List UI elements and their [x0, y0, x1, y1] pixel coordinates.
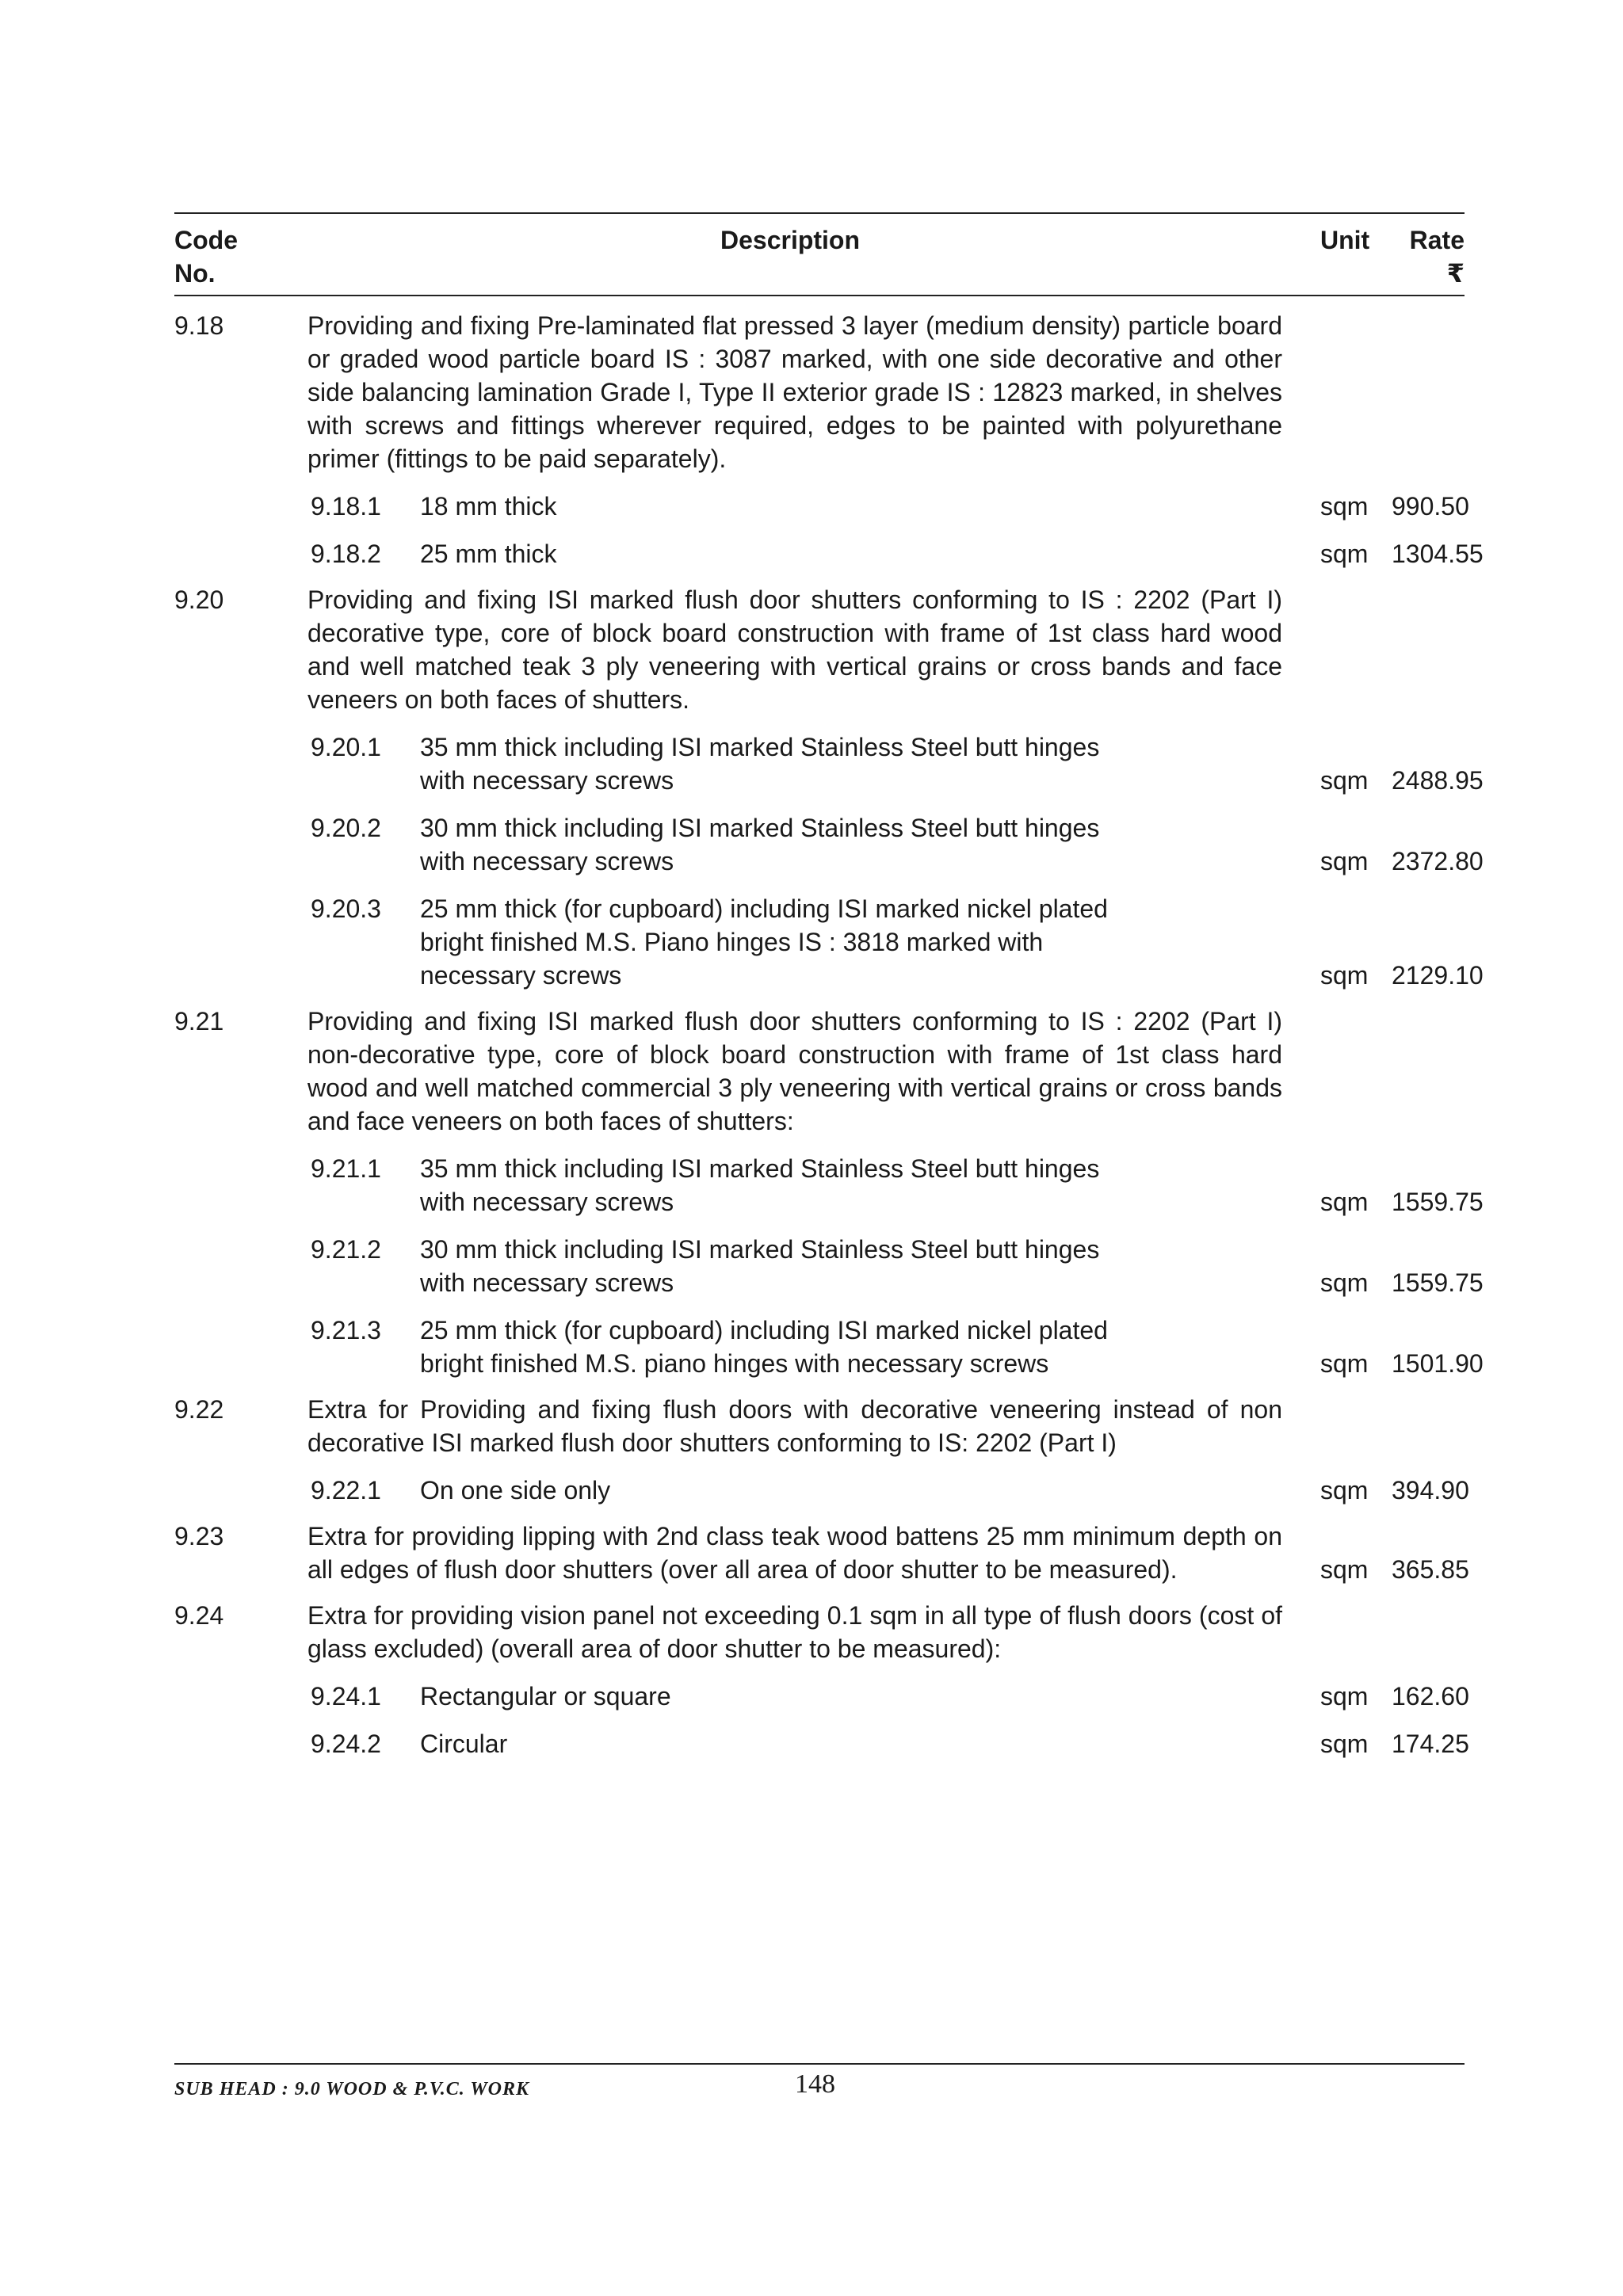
subitem-code: 9.20.2: [311, 814, 381, 842]
subitem-row: [174, 490, 1469, 523]
subitem-unit: sqm: [1320, 847, 1369, 875]
subitem-description: [420, 537, 1320, 570]
subitem-row: [174, 1152, 1484, 1219]
item-row: [174, 1005, 1465, 1138]
subitem-row: [174, 1474, 1469, 1507]
item-code: 9.20: [174, 585, 224, 614]
subitem-description-text: Rectangular or square: [420, 1682, 671, 1711]
subitem-code: 9.20.1: [311, 733, 381, 761]
subitem-rate: 1559.75: [1392, 1268, 1484, 1297]
item-description: [307, 1520, 1320, 1586]
subitem-indent: [174, 1233, 307, 1299]
subitem-code: 9.20.3: [311, 894, 381, 923]
rate-table: [174, 212, 1484, 1760]
subitem-row: [174, 1233, 1484, 1299]
subitem-rate: 1501.90: [1392, 1349, 1484, 1378]
header-rate: Rate ₹: [1409, 226, 1465, 288]
subitem-row: [174, 892, 1484, 992]
subitem-code: 9.18.2: [311, 540, 381, 568]
item-row: [174, 1393, 1465, 1459]
subitem-description-text: On one side only: [420, 1476, 611, 1505]
item-unit: sqm: [1320, 1555, 1369, 1584]
subitem-code: 9.21.1: [311, 1154, 381, 1183]
subitem-row: [174, 1680, 1469, 1713]
item-code: 9.24: [174, 1601, 224, 1630]
item-description-text: Providing and fixing ISI marked flush door shutters conforming to IS : 2202 (Part I) decorative type, core of block board construction with frame of 1st class hard wood and well matched teak 3 ply veneering with vertical grains or cross bands and face veneers on both faces of shutters.: [307, 585, 1282, 714]
item-row: [174, 583, 1465, 716]
subitem-description-text: 18 mm thick: [420, 492, 557, 521]
subitem-code: 9.21.3: [311, 1316, 381, 1344]
subitem-description: [420, 1314, 1320, 1380]
subitem-indent: [174, 892, 307, 992]
subitem-unit: sqm: [1320, 766, 1369, 795]
subitem-unit: sqm: [1320, 1349, 1369, 1378]
subitem-description: [420, 1727, 1320, 1760]
subitem-description: [420, 1152, 1320, 1219]
subitem-indent: [174, 811, 307, 878]
subitem-indent: [174, 1152, 307, 1219]
item-row: [174, 309, 1465, 475]
subitem-indent: [174, 490, 307, 523]
header-code: Code No.: [174, 226, 238, 288]
subitem-description-text: 35 mm thick including ISI marked Stainless Steel butt hinges with necessary screws: [420, 1154, 1100, 1216]
subitem-unit: sqm: [1320, 492, 1369, 521]
subitem-code: 9.24.2: [311, 1730, 381, 1758]
subitem-indent: [174, 730, 307, 797]
footer-subhead: SUB HEAD : 9.0 WOOD & P.V.C. WORK: [174, 2079, 530, 2100]
subitem-row: [174, 730, 1484, 797]
subitem-description: [420, 730, 1320, 797]
subitem-row: [174, 1314, 1484, 1380]
item-description: [307, 309, 1320, 475]
subitem-rate: 990.50: [1392, 492, 1469, 521]
item-description: [307, 1393, 1320, 1459]
subitem-unit: sqm: [1320, 1188, 1369, 1216]
item-row: [174, 1599, 1465, 1665]
item-rate: 365.85: [1392, 1555, 1469, 1584]
item-code: 9.21: [174, 1007, 224, 1035]
subitem-description-text: 25 mm thick: [420, 540, 557, 568]
subitem-unit: sqm: [1320, 1476, 1369, 1505]
subitem-code: 9.21.2: [311, 1235, 381, 1264]
subitem-description: [420, 1474, 1320, 1507]
item-description-text: Extra for Providing and fixing flush doors with decorative veneering instead of non decorative ISI marked flush door shutters conforming to IS: 2202 (Part I): [307, 1395, 1282, 1457]
subitem-unit: sqm: [1320, 1730, 1369, 1758]
subitem-code: 9.22.1: [311, 1476, 381, 1505]
subitem-rate: 1304.55: [1392, 540, 1484, 568]
subitem-rate: 2129.10: [1392, 961, 1484, 990]
item-description-text: Providing and fixing ISI marked flush door shutters conforming to IS : 2202 (Part I) non-decorative type, core of block board construction with frame of 1st class hard wood and well matched commercial 3 ply veneering with vertical grains or cross bands and face veneers on both faces of shutters:: [307, 1007, 1282, 1135]
subitem-unit: sqm: [1320, 540, 1369, 568]
subitem-description-text: 25 mm thick (for cupboard) including ISI marked nickel plated bright finished M.S. piano hinges with necessary screws: [420, 1316, 1108, 1378]
subitem-description-text: 35 mm thick including ISI marked Stainless Steel butt hinges with necessary screws: [420, 733, 1100, 795]
item-code: 9.22: [174, 1395, 224, 1424]
subitem-unit: sqm: [1320, 961, 1369, 990]
subitem-row: [174, 537, 1484, 570]
subitem-description: [420, 811, 1320, 878]
subitem-rate: 174.25: [1392, 1730, 1469, 1758]
subitem-row: [174, 1727, 1469, 1760]
item-description-text: Extra for providing vision panel not exceeding 0.1 sqm in all type of flush doors (cost of glass excluded) (overall area of door shutter to be measured):: [307, 1601, 1282, 1663]
item-code: 9.23: [174, 1522, 224, 1550]
subitem-code: 9.18.1: [311, 492, 381, 521]
item-description: [307, 1599, 1320, 1665]
subitem-code: 9.24.1: [311, 1682, 381, 1711]
subitem-indent: [174, 1474, 307, 1507]
subitem-unit: sqm: [1320, 1682, 1369, 1711]
subitem-description: [420, 490, 1320, 523]
subitem-indent: [174, 1314, 307, 1380]
header-unit: Unit: [1320, 226, 1370, 254]
subitem-unit: sqm: [1320, 1268, 1369, 1297]
table-body: [174, 296, 1484, 1760]
subitem-description: [420, 1233, 1320, 1299]
subitem-rate: 394.90: [1392, 1476, 1469, 1505]
item-code: 9.18: [174, 311, 224, 340]
item-description: [307, 1005, 1320, 1138]
footer-rule: [174, 2063, 1465, 2065]
item-description: [307, 583, 1320, 716]
subitem-rate: 1559.75: [1392, 1188, 1484, 1216]
subitem-indent: [174, 1727, 307, 1760]
subitem-description: [420, 1680, 1320, 1713]
subitem-rate: 162.60: [1392, 1682, 1469, 1711]
subitem-row: [174, 811, 1484, 878]
subitem-description-text: Circular: [420, 1730, 508, 1758]
subitem-description: [420, 892, 1320, 992]
subitem-rate: 2488.95: [1392, 766, 1484, 795]
item-description-text: Extra for providing lipping with 2nd class teak wood battens 25 mm minimum depth on all edges of flush door shutters (over all area of door shutter to be measured).: [307, 1522, 1282, 1584]
subitem-indent: [174, 1680, 307, 1713]
subitem-description-text: 30 mm thick including ISI marked Stainless Steel butt hinges with necessary screws: [420, 814, 1100, 875]
subitem-rate: 2372.80: [1392, 847, 1484, 875]
page-number: 148: [795, 2069, 835, 2099]
item-description-text: Providing and fixing Pre-laminated flat pressed 3 layer (medium density) particle board or graded wood particle board IS : 3087 marked, with one side decorative and other side balancing lamination Grade I, Type II exterior grade IS : 12823 marked, in shelves with screws and fittings wherever required, edges to be painted with polyurethane primer (fittings to be paid separately).: [307, 311, 1282, 473]
table-header: [174, 214, 1465, 295]
header-description: Description: [720, 226, 861, 254]
item-row: [174, 1520, 1469, 1586]
subitem-description-text: 30 mm thick including ISI marked Stainless Steel butt hinges with necessary screws: [420, 1235, 1100, 1297]
subitem-indent: [174, 537, 307, 570]
subitem-description-text: 25 mm thick (for cupboard) including ISI marked nickel plated bright finished M.S. Piano hinges IS : 3818 marked with necessary screws: [420, 894, 1108, 990]
